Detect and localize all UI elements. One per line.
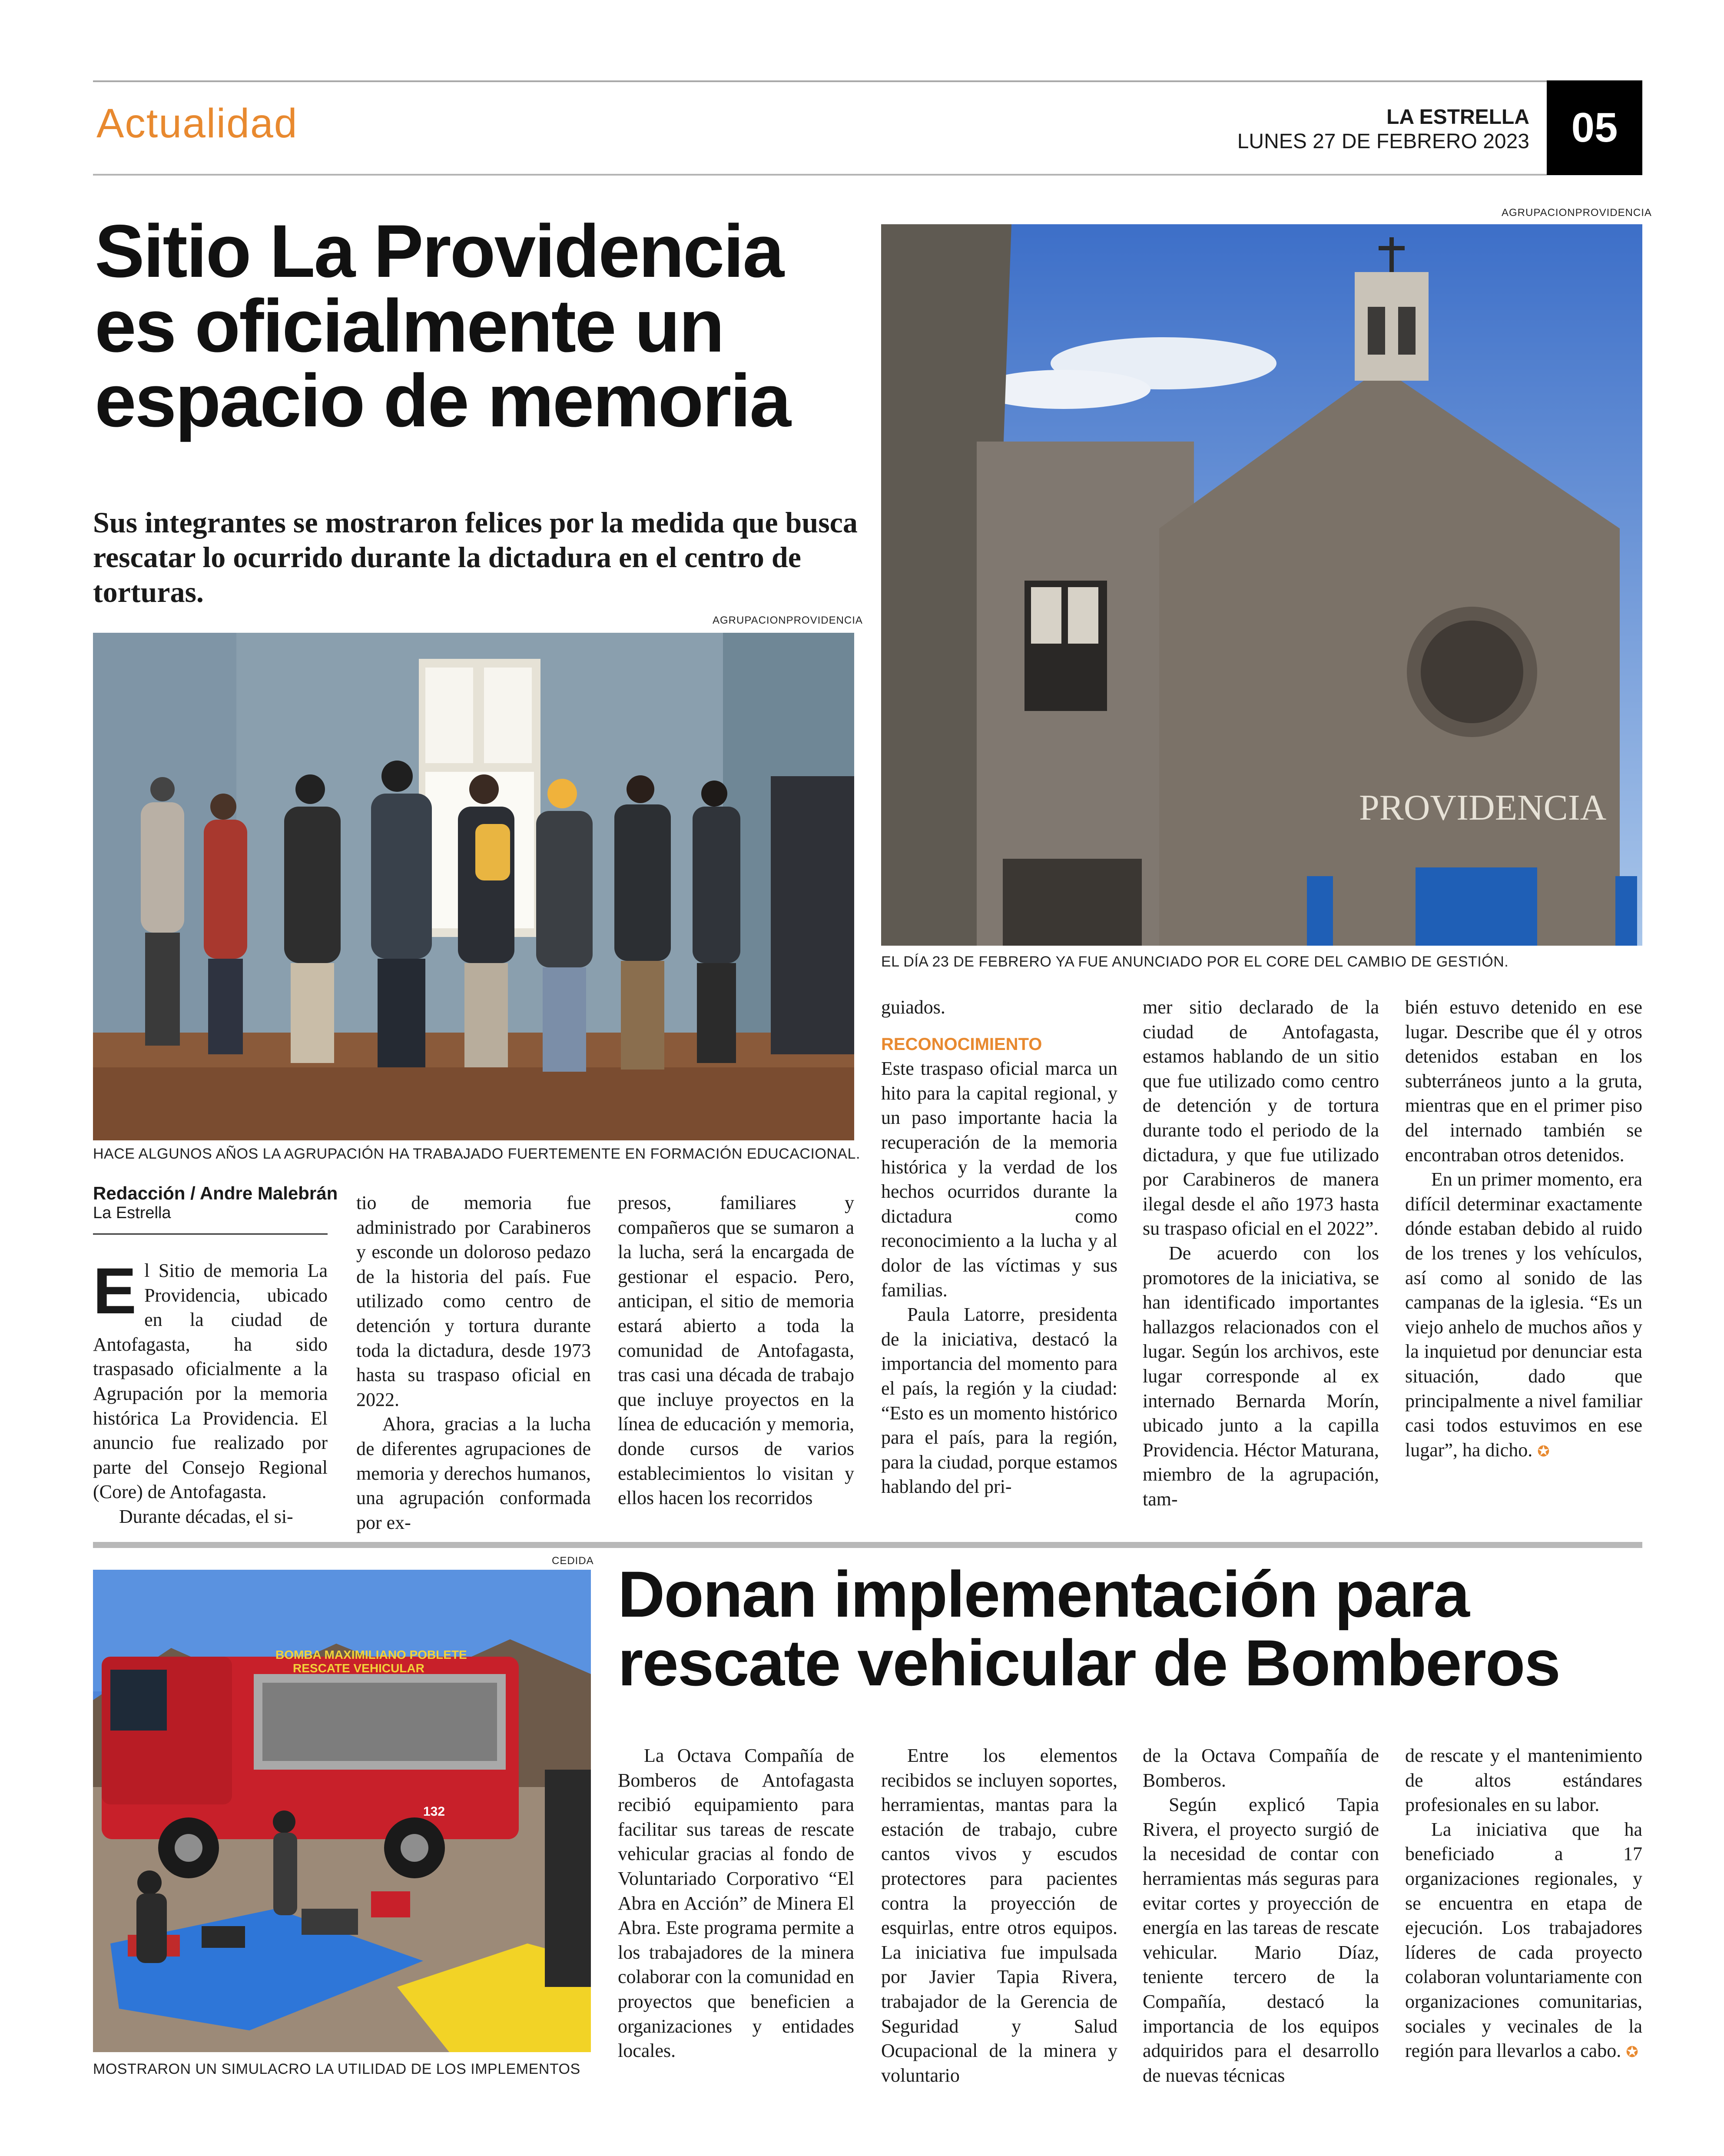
article1-column-2 [356,1191,591,1535]
church-photo-caption: EL DÍA 23 DE FEBRERO YA FUE ANUNCIADO POR EL CORE DEL CAMBIO DE GESTIÓN. [881,953,1509,970]
paragraph: de rescate y el mantenimiento de altos estándares profesionales en su labor. [1405,1745,1642,1816]
truck-number: 132 [423,1804,445,1819]
truck-photo-caption: MOSTRARON UN SIMULACRO LA UTILIDAD DE LOS IMPLEMENTOS [93,2061,580,2077]
article1-column-6 [1405,995,1642,1464]
paragraph: bién estuvo detenido en ese lugar. Describe que él y otros detenidos estaban en los subterráneos junto a la gruta, mientras que en el primer piso del internado también se encontraban otros detenidos. [1405,997,1642,1166]
group-photo [93,633,854,1140]
article1-column-5 [1143,995,1379,1512]
main-headline: Sitio La Providencia es oficialmente un espacio de memoria [95,209,790,442]
church-photo-credit: AGRUPACIONPROVIDENCIA [1502,207,1652,219]
issue-date: LUNES 27 DE FEBRERO 2023 [1237,130,1529,153]
paragraph: Durante décadas, el si- [119,1505,293,1527]
end-mark-icon: ✪ [1537,1443,1550,1460]
paragraph [1405,1817,1642,2065]
paragraph: guiados. [881,997,945,1018]
article1-column-3 [618,1191,854,1511]
paragraph: Según explicó Tapia Rivera, el proyecto surgió de la necesidad de contar con herramientas más seguras para evitar cortes y proyección de energía en las tareas de rescate vehicular. Mario Díaz, teniente tercero de la Compañía, destacó la importancia de los equipos adquiridos para el desarrollo de nuevas técnicas [1143,1794,1379,2086]
paragraph: Entre los elementos recibidos se incluyen soportes, herramientas, mantas para la estación de trabajo, cubre cantos vivos y escudos protectores para pacientes contra la proyección de esquirlas, entre otros equipos. La iniciativa fue impulsada por Javier Tapia Rivera, trabajador de la Gerencia de Seguridad y Salud Ocupacional de la minera y voluntario [881,1745,1117,2086]
section-label: Actualidad [96,100,298,146]
paper-name: LA ESTRELLA [1386,106,1529,129]
byline-rule [93,1233,328,1235]
article2-column-4 [1405,1744,1642,2065]
subheading: RECONOCIMIENTO [881,1034,1042,1054]
byline: Redacción / Andre Malebrán [93,1183,338,1203]
paragraph-text: La iniciativa que ha beneficiado a 17 organizaciones regionales, y se encuentra en etapa de ejecución. Los trabajadores líderes de cada proyecto colaboran voluntariamente con organizaciones comunitarias, sociales y vecinales de la región para llevarlos a cabo. [1405,1818,1642,2062]
article1-column-4 [881,995,1117,1499]
paragraph: l Sitio de memoria La Providencia, ubicado en la ciudad de Antofagasta, ha sido traspasado oficialmente a la Agrupación por la memoria histórica La Providencia. El anuncio fue realizado por parte del Consejo Regional (Core) de Antofagasta. [93,1260,328,1503]
dropcap: E [93,1254,137,1327]
church-sign: PROVIDENCIA [1359,787,1607,828]
article-separator [93,1542,1642,1548]
paragraph [1405,1167,1642,1464]
paragraph: Ahora, gracias a la lucha de diferentes agrupaciones de memoria y derechos humanos, una agrupación conformada por ex- [356,1413,591,1533]
paragraph: tio de memoria fue administrado por Carabineros y esconde un doloroso pedazo de la historia del país. Fue utilizado como centro de detención y tortura durante toda la dictadura, desde 1973 hasta su traspaso oficial en 2022. [356,1192,591,1410]
article2-column-2 [881,1744,1117,2088]
church-photo [881,224,1642,946]
paragraph: De acuerdo con los promotores de la iniciativa, se han identificado importantes hallazgos relacionados con el lugar. Según los archivos, este lugar corresponde al ex internado Bernarda Morín, ubicado junto a la capilla Providencia. Héctor Maturana, miembro de la agrupación, tam- [1143,1242,1379,1510]
paragraph: de la Octava Compañía de Bomberos. [1143,1745,1379,1791]
article2-column-1 [618,1744,854,2063]
paragraph: La Octava Compañía de Bomberos de Antofagasta recibió equipamiento para facilitar sus tareas de rescate vehicular gracias al fondo de Voluntariado Corporativo “El Abra en Acción” de Minera El Abra. Este programa permite a los trabajadores de la minera colaborar con la comunidad en proyectos que beneficien a organizaciones y entidades locales. [618,1745,854,2062]
byline-org: La Estrella [93,1204,171,1222]
paragraph: Este traspaso oficial marca un hito para la capital regional, y un paso importante hacia la recuperación de la memoria histórica y la verdad de los hechos ocurridos durante la dictadura como reconocimiento a la lucha y al dolor de las víctimas y sus familias. [881,1058,1117,1301]
header-bottom-rule [93,174,1547,176]
top-rule [93,80,1642,82]
end-mark-icon: ✪ [1626,2044,1638,2061]
second-headline: Donan implementación para rescate vehicular de Bomberos [618,1558,1560,1699]
article2-column-3 [1143,1744,1379,2088]
group-photo-caption: HACE ALGUNOS AÑOS LA AGRUPACIÓN HA TRABAJADO FUERTEMENTE EN FORMACIÓN EDUCACIONAL. [93,1146,860,1162]
paragraph-text: En un primer momento, era difícil determinar exactamente dónde estaban debido al ruido de los trenes y los vehículos, así como al sonido de las campanas de la iglesia. “Es un viejo anhelo de muchos años y la inquietud por denunciar esta situación, dado que principalmente a nivel familiar casi todos estuvimos en ese lugar”, ha dicho. [1405,1169,1642,1461]
truck-label: BOMBA MAXIMILIANO POBLETE [275,1648,467,1661]
article1-column-1 [93,1254,328,1529]
paragraph: Paula Latorre, presidenta de la iniciativa, destacó la importancia del momento para el país, la región y la ciudad: “Esto es un momento histórico para el país, para la región, para la ciudad, porque estamos hablando del pri- [881,1304,1117,1498]
main-dek: Sus integrantes se mostraron felices por la medida que busca rescatar lo ocurrido durante la dictadura en el centro de torturas. [93,506,858,608]
paragraph: mer sitio declarado de la ciudad de Antofagasta, estamos hablando de un sitio que fue utilizado como centro de detención y de tortura durante todo el periodo de la dictadura, y que fue utilizado por Carabineros de manera ilegal desde el año 1973 hasta su traspaso oficial en el 2022”. [1143,997,1379,1239]
page-number: 05 [1547,80,1642,175]
truck-label: RESCATE VEHICULAR [293,1661,424,1675]
truck-photo [93,1570,591,2052]
paragraph: presos, familiares y compañeros que se sumaron a la lucha, será la encargada de gestionar el espacio. Pero, anticipan, el sitio de memoria estará abierto a toda la comunidad de Antofagasta, tras casi una década de trabajo que incluye proyectos en la línea de educación y memoria, donde cursos de varios establecimientos lo visitan y ellos hacen los recorridos [618,1192,854,1509]
photo-credit: AGRUPACIONPROVIDENCIA [713,615,863,626]
truck-photo-credit: CEDIDA [552,1555,594,1567]
